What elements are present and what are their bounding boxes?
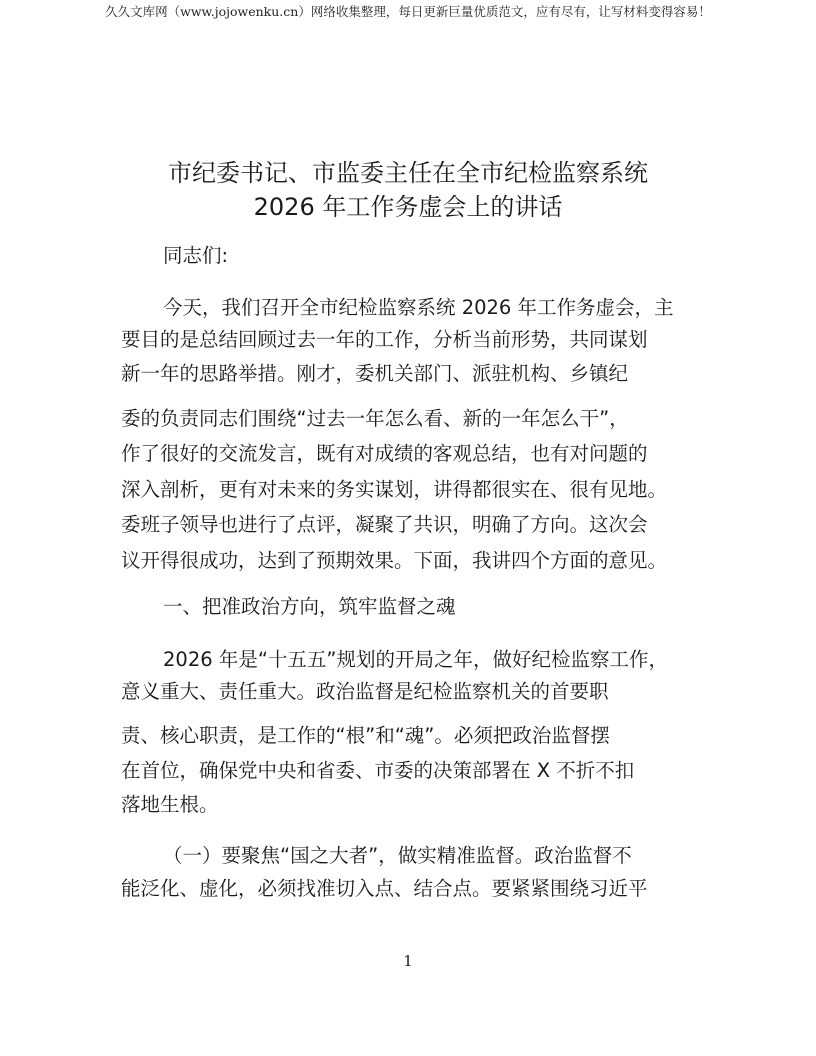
paragraph-line: 在首位，确保党中央和省委、市委的决策部署在 X 不折不扣 bbox=[121, 759, 635, 782]
paragraph-line: 深入剖析，更有对未来的务实谋划，讲得都很实在、很有见地。 bbox=[121, 478, 668, 501]
paragraph-line: 要目的是总结回顾过去一年的工作，分析当前形势，共同谋划 bbox=[121, 328, 648, 351]
paragraph-line: 2026 年是“十五五”规划的开局之年，做好纪检监察工作， bbox=[163, 648, 669, 671]
paragraph-line: 作了很好的交流发言，既有对成绩的客观总结，也有对问题的 bbox=[121, 442, 648, 465]
paragraph-line: 委班子领导也进行了点评，凝聚了共识，明确了方向。这次会 bbox=[121, 513, 648, 536]
paragraph-line: 委的负责同志们围绕“过去一年怎么看、新的一年怎么干”， bbox=[121, 407, 629, 430]
document-title-line-2: 2026 年工作务虚会上的讲话 bbox=[253, 193, 563, 221]
source-banner: 久久文库网（www.jojowenku.cn）网络收集整理，每日更新巨量优质范文，应有尽有，让写材料变得容易！ bbox=[105, 4, 711, 19]
paragraph-line: 落地生根。 bbox=[121, 793, 219, 816]
paragraph-line: 新一年的思路举措。刚才，委机关部门、派驻机构、乡镇纪 bbox=[121, 362, 629, 385]
paragraph-line: 意义重大、责任重大。政治监督是纪检监察机关的首要职 bbox=[121, 680, 609, 703]
document-title-line-1: 市纪委书记、市监委主任在全市纪检监察系统 bbox=[168, 159, 648, 187]
section-heading: 一、把准政治方向，筑牢监督之魂 bbox=[163, 595, 456, 618]
paragraph-line: 今天，我们召开全市纪检监察系统 2026 年工作务虚会，主 bbox=[163, 296, 674, 319]
paragraph-line: 能泛化、虚化，必须找准切入点、结合点。要紧紧围绕习近平 bbox=[121, 877, 648, 900]
salutation: 同志们: bbox=[163, 244, 229, 267]
page-number: 1 bbox=[403, 952, 413, 970]
paragraph-line: 责、核心职责，是工作的“根”和“魂”。必须把政治监督摆 bbox=[121, 724, 610, 747]
subsection-line: （一）要聚焦“国之大者”，做实精准监督。政治监督不 bbox=[163, 844, 632, 867]
paragraph-line: 议开得很成功，达到了预期效果。下面，我讲四个方面的意见。 bbox=[121, 549, 668, 572]
